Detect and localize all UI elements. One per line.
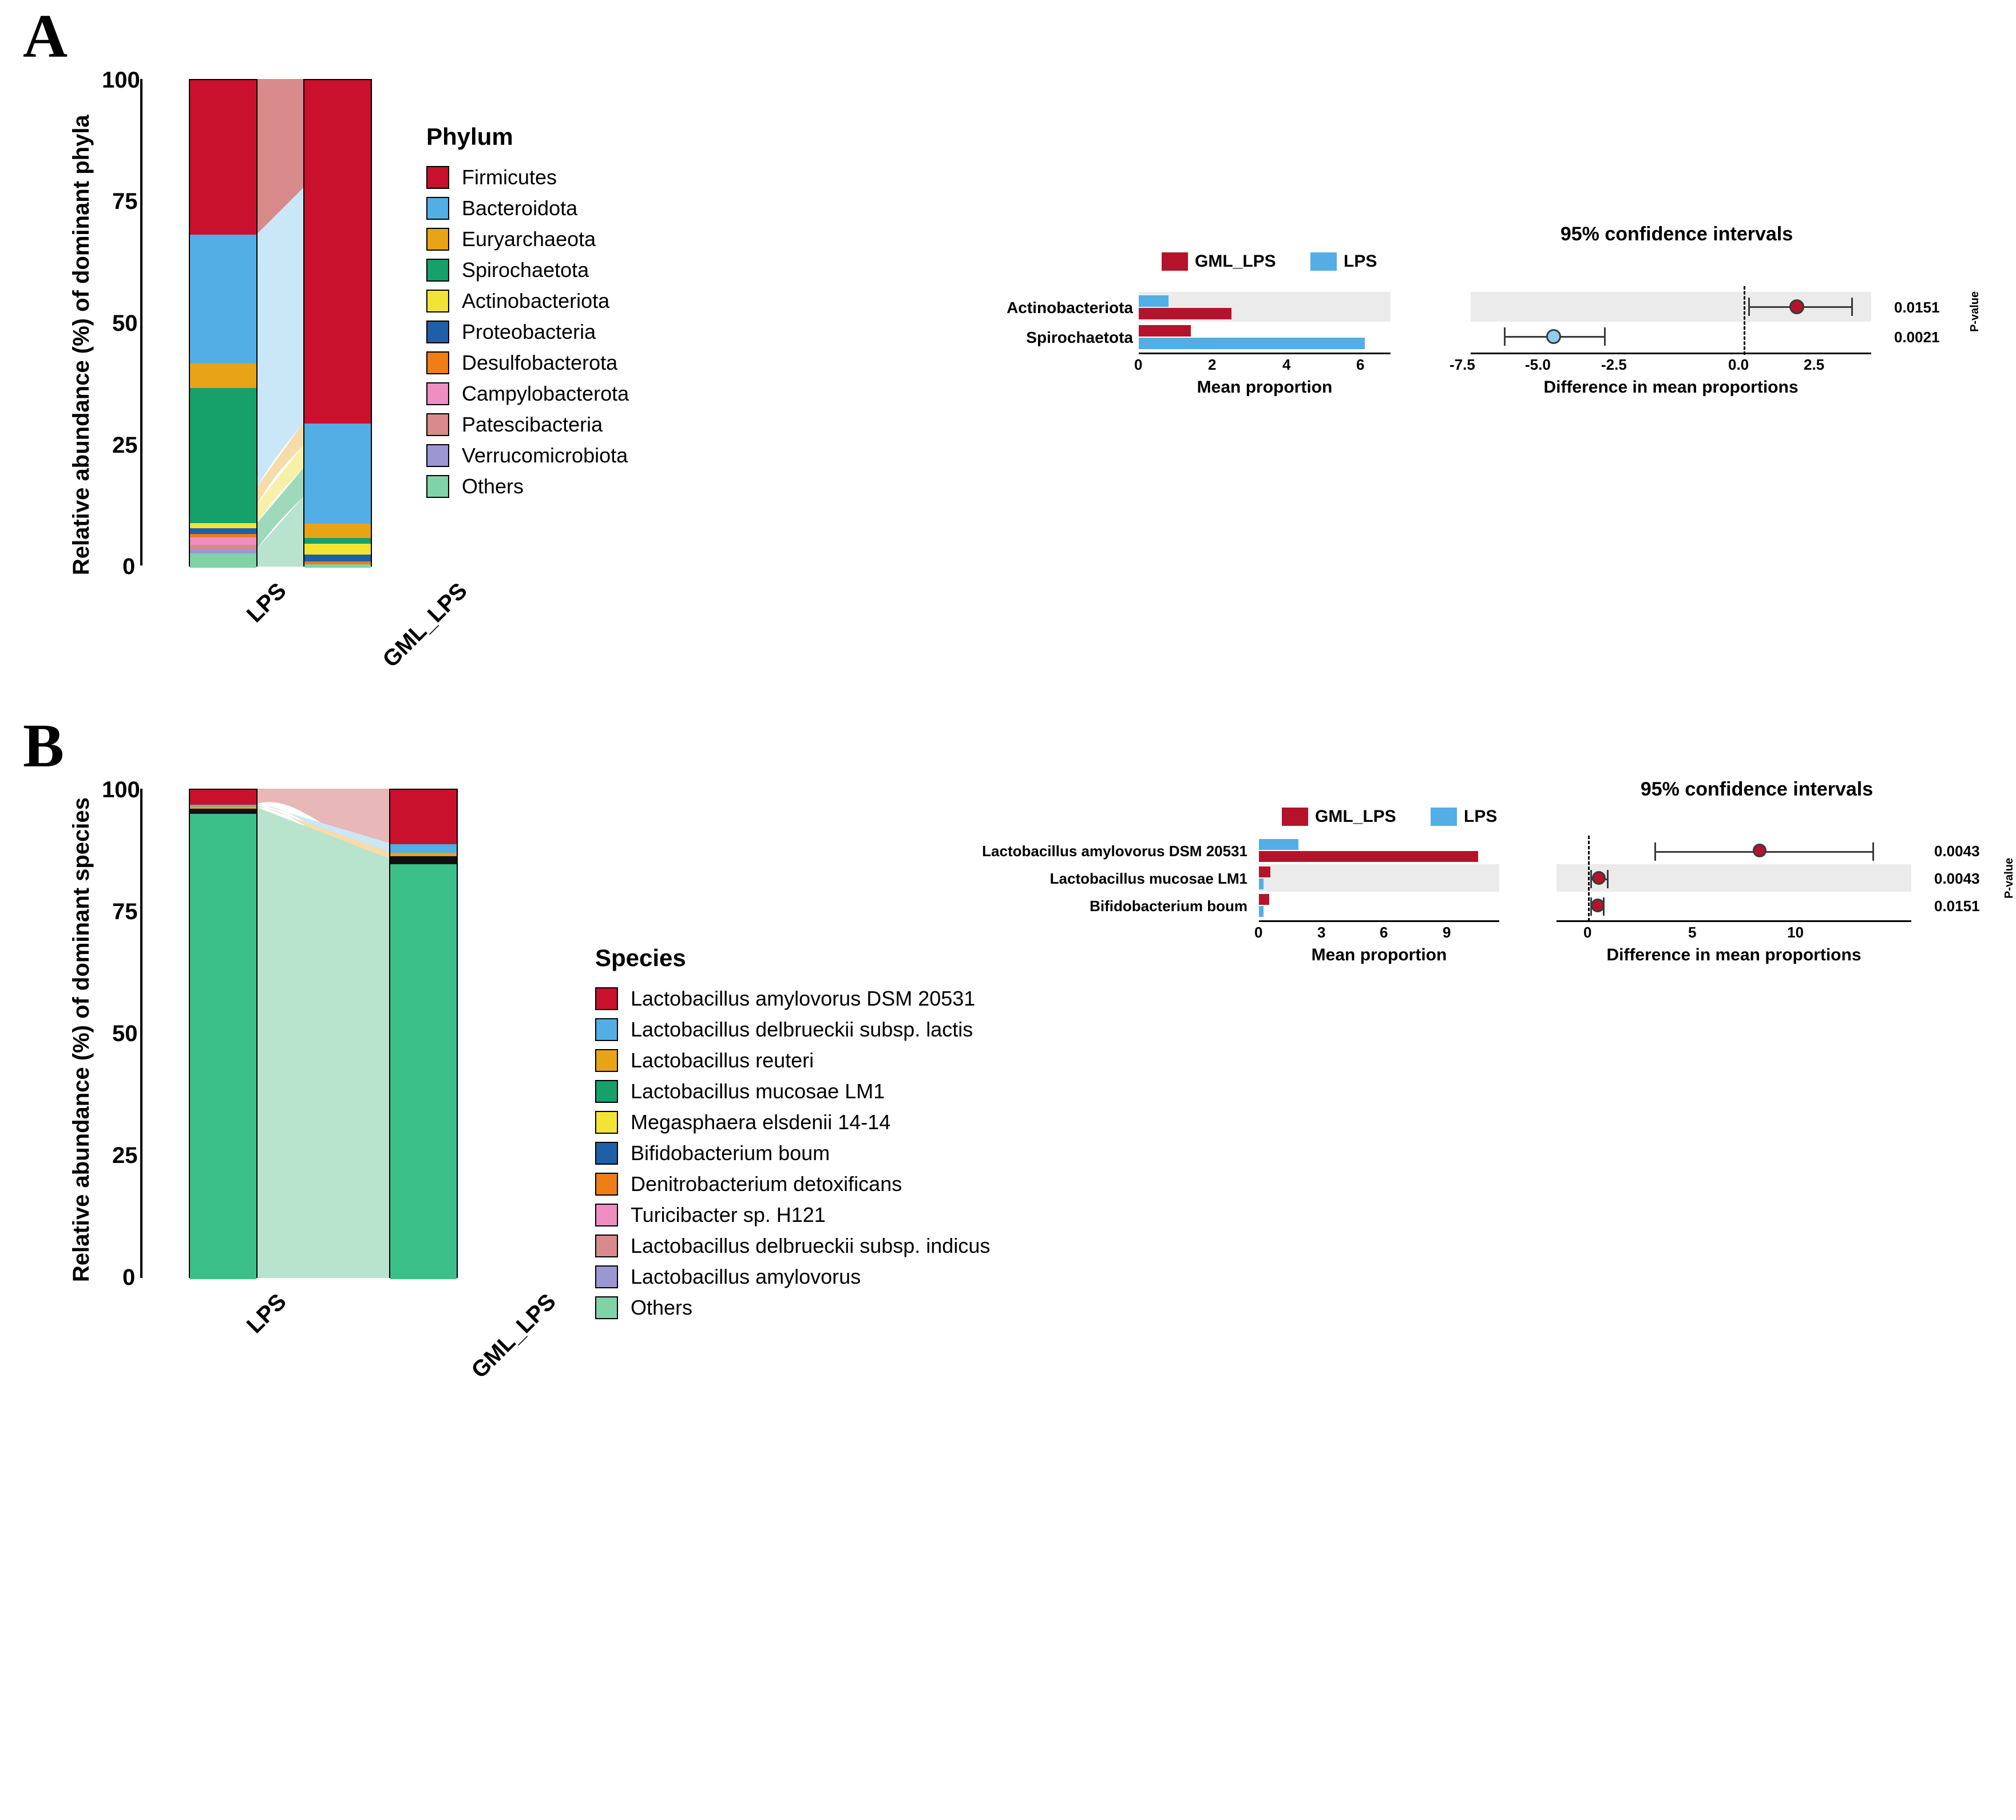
legend-item (595, 1141, 990, 1165)
seg-lacto-amylovorus-dsm (190, 790, 256, 805)
seg-mixed-black-band (190, 809, 256, 814)
pvalue-actinobacteriota: 0.0151 (1894, 299, 1940, 316)
legend-swatch-patescibacteria (426, 413, 449, 436)
legend-label: Proteobacteria (462, 320, 596, 343)
panel-b-ci-axis (1556, 920, 1911, 922)
panel-b-group-key-lps (1431, 807, 1497, 826)
panel-a-legend-title: Phylum (426, 123, 513, 150)
legend-swatch-megasphaera-elsdenii (595, 1111, 618, 1134)
panel-a-legend (426, 123, 629, 505)
legend-item (426, 258, 629, 282)
panel-b-ytick-100: 100 (102, 777, 140, 802)
panel-b-legend (595, 944, 990, 1327)
panel-b-ci-zero-line (1588, 836, 1590, 921)
legend-swatch-spirochaetota (426, 259, 449, 282)
seg-spirochaetota (304, 538, 371, 544)
ci-dot-bifido (1591, 899, 1605, 912)
ci-dot-amylovorus (1753, 844, 1767, 857)
legend-swatch-bacteroidota (426, 197, 449, 220)
panel-b-xtick-lps: LPS (241, 1289, 291, 1339)
legend-swatch-euryarchaeota (426, 228, 449, 251)
panel-a-ytick-25: 25 (112, 433, 138, 458)
legend-label: Lactobacillus mucosae LM1 (631, 1079, 885, 1103)
group-label: LPS (1464, 807, 1498, 826)
ci-dot-actinobacteriota (1789, 299, 1804, 314)
panel-b-ci-xlabel: Difference in mean proportions (1606, 945, 1861, 964)
panel-a-ytick-75: 75 (112, 189, 138, 214)
legend-label: Others (631, 1296, 693, 1319)
pvalue-mucosae: 0.0043 (1934, 870, 1980, 887)
seg-bacteroidota (304, 424, 371, 524)
mp-bar-spiro-lps (1139, 338, 1365, 349)
panel-b-flow-ribbons (258, 789, 389, 1278)
panel-b (0, 704, 2015, 1404)
legend-swatch-campylobacterota (426, 382, 449, 405)
legend-item (595, 987, 990, 1011)
legend-swatch-firmicutes (426, 166, 449, 189)
group-swatch-gml-lps (1282, 808, 1308, 826)
legend-swatch-others (595, 1296, 618, 1319)
panel-b-mp-xtick-9: 9 (1443, 924, 1451, 941)
legend-item (426, 196, 629, 220)
legend-label: Campylobacterota (462, 382, 629, 405)
panel-a-mp-xtick-6: 6 (1356, 356, 1365, 373)
panel-a-ci-xtick-0.0: 0.0 (1728, 356, 1749, 373)
panel-a-bar-gml-lps (303, 79, 372, 567)
panel-b-cat-lacto-mucosae: Lactobacillus mucosae LM1 (1049, 870, 1247, 887)
legend-swatch-turicibacter-h121 (595, 1204, 618, 1226)
panel-b-ytick-50: 50 (112, 1021, 138, 1046)
legend-item (426, 382, 629, 406)
legend-label: Lactobacillus amylovorus DSM 20531 (631, 987, 976, 1010)
panel-b-ytick-0: 0 (122, 1265, 136, 1290)
panel-b-group-key-gml (1282, 807, 1396, 826)
ci-dot-mucosae (1592, 871, 1606, 885)
panel-b-ylabel: Relative abundance (%) of dominant species (69, 797, 94, 1282)
legend-item (426, 165, 629, 189)
panel-a-xtick-gml-lps: GML_LPS (378, 578, 473, 672)
ci-cap-right-spirochaetota (1604, 327, 1606, 346)
panel-a-ci-xtick--7.5: -7.5 (1449, 356, 1475, 373)
panel-b-stamp-plot (982, 778, 2015, 1820)
group-label: GML_LPS (1195, 252, 1276, 271)
legend-item (426, 474, 629, 498)
seg-euryarchaeota (190, 363, 256, 388)
panel-b-cat-lacto-amylovorus: Lactobacillus amylovorus DSM 20531 (982, 842, 1247, 860)
legend-label: Spirochaetota (462, 258, 589, 282)
panel-a (0, 0, 1981, 704)
mp-bar-bifido-gml (1259, 894, 1269, 905)
seg-mixed-black-band (390, 856, 457, 864)
panel-a-mp-xtick-0: 0 (1134, 356, 1143, 373)
panel-b-xtick-gml-lps: GML_LPS (466, 1289, 561, 1383)
mp-bar-amylovorus-lps (1259, 839, 1298, 850)
row-band-lacto-mucosae-ci (1556, 864, 1911, 892)
legend-label: Lactobacillus delbrueckii subsp. indicus (631, 1234, 991, 1257)
ci-dot-spirochaetota (1546, 329, 1561, 344)
legend-label: Denitrobacterium detoxificans (631, 1172, 902, 1196)
group-swatch-gml-lps (1162, 252, 1188, 271)
legend-item (595, 1265, 990, 1289)
legend-item (595, 1018, 990, 1042)
panel-a-yaxis (140, 79, 142, 565)
ci-cap-left-spirochaetota (1504, 327, 1506, 346)
panel-b-legend-title: Species (595, 944, 686, 971)
seg-verrucomicrobiota (190, 549, 256, 553)
panel-b-mp-xtick-0: 0 (1254, 924, 1263, 941)
legend-label: Patescibacteria (462, 413, 603, 436)
legend-label: Desulfobacterota (462, 351, 618, 374)
panel-a-stamp-plot (1007, 223, 1981, 458)
panel-b-yaxis (140, 789, 142, 1278)
legend-label: Euryarchaeota (462, 227, 596, 251)
legend-swatch-others (426, 475, 449, 498)
mp-bar-spiro-gml (1139, 325, 1191, 337)
seg-lacto-delbrueckii-lactis (390, 844, 457, 853)
panel-b-mp-xtick-6: 6 (1380, 924, 1388, 941)
legend-label: Megasphaera elsdenii 14-14 (631, 1110, 891, 1134)
panel-a-ylabel: Relative abundance (%) of dominant phyla (69, 114, 94, 575)
panel-b-cat-bifidobacterium: Bifidobacterium boum (1090, 897, 1247, 915)
panel-a-group-key-gml (1162, 252, 1276, 271)
panel-a-ytick-0: 0 (122, 554, 136, 579)
mp-bar-amylovorus-gml (1259, 851, 1478, 862)
panel-a-mp-axis (1139, 353, 1391, 354)
legend-label: Bacteroidota (462, 196, 578, 220)
legend-item (595, 1296, 990, 1320)
pvalue-header: P-value (2003, 857, 2015, 899)
panel-a-flow-ribbons (258, 79, 303, 567)
seg-euryarchaeota (304, 524, 371, 538)
panel-b-ytick-75: 75 (112, 899, 138, 924)
panel-a-mp-xlabel: Mean proportion (1197, 378, 1333, 397)
panel-a-mp-xtick-4: 4 (1282, 356, 1291, 373)
legend-swatch-lacto-amylovorus-dsm (595, 987, 618, 1010)
seg-actinobacteriota (190, 523, 256, 528)
seg-actinobacteriota (304, 544, 371, 555)
panel-a-xtick-lps: LPS (241, 578, 291, 628)
legend-item (595, 1203, 990, 1227)
legend-swatch-lacto-reuteri (595, 1049, 618, 1072)
panel-b-mp-xtick-3: 3 (1317, 924, 1326, 941)
ci-cap-left-amylovorus (1654, 842, 1656, 861)
panel-b-ci-xtick-0: 0 (1583, 924, 1592, 941)
group-label: LPS (1344, 252, 1377, 271)
mp-bar-actino-gml (1139, 308, 1231, 319)
legend-item (426, 444, 629, 468)
legend-item (426, 351, 629, 375)
panel-b-ytick-25: 25 (112, 1143, 138, 1168)
seg-lacto-mucosae-lm1 (190, 814, 256, 1279)
legend-item (595, 1049, 990, 1073)
panel-a-letter: A (23, 2, 68, 70)
legend-swatch-lacto-delbrueckii-indicus (595, 1235, 618, 1257)
panel-b-mp-axis (1259, 920, 1499, 922)
panel-b-ci-xtick-10: 10 (1787, 924, 1804, 941)
legend-swatch-bifidobacterium-boum (595, 1142, 618, 1165)
legend-label: Lactobacillus reuteri (631, 1049, 814, 1072)
mp-bar-actino-lps (1139, 295, 1169, 307)
ci-cap-left-actinobacteriota (1748, 298, 1750, 316)
legend-label: Lactobacillus delbrueckii subsp. lactis (631, 1018, 973, 1041)
seg-firmicutes (190, 80, 256, 235)
ci-cap-right-actinobacteriota (1851, 298, 1853, 316)
seg-campylobacterota (190, 537, 256, 545)
legend-label: Turicibacter sp. H121 (631, 1203, 826, 1226)
legend-item (595, 1172, 990, 1196)
legend-swatch-desulfobacterota (426, 351, 449, 374)
legend-item (426, 320, 629, 344)
panel-a-ytick-50: 50 (112, 311, 138, 336)
mp-bar-bifido-lps (1259, 906, 1264, 917)
seg-firmicutes (304, 80, 371, 424)
mp-bar-mucosae-lps (1259, 879, 1264, 889)
legend-swatch-lacto-amylovorus (595, 1265, 618, 1288)
legend-item (426, 413, 629, 437)
seg-proteobacteria (304, 555, 371, 561)
legend-item (595, 1079, 990, 1103)
pvalue-header: P-value (1969, 291, 1981, 332)
panel-b-mp-xlabel: Mean proportion (1311, 945, 1447, 964)
seg-bacteroidota (190, 235, 256, 363)
seg-lacto-mucosae-lm1 (390, 864, 457, 1279)
legend-item (426, 227, 629, 251)
ci-cap-right-amylovorus (1872, 842, 1874, 861)
panel-b-ci-xtick-5: 5 (1688, 924, 1697, 941)
group-label: GML_LPS (1315, 807, 1396, 826)
panel-a-bar-lps (189, 79, 258, 567)
panel-b-bar-lps (189, 789, 258, 1278)
seg-lacto-amylovorus-dsm (390, 790, 457, 844)
panel-a-cat-actinobacteriota: Actinobacteriota (1007, 299, 1133, 316)
legend-label: Bifidobacterium boum (631, 1141, 830, 1165)
panel-b-bar-gml-lps (389, 789, 458, 1278)
panel-b-letter: B (23, 712, 65, 780)
legend-swatch-lacto-delbrueckii-lactis (595, 1018, 618, 1041)
legend-swatch-verrucomicrobiota (426, 444, 449, 467)
panel-a-ci-xtick--5.0: -5.0 (1525, 356, 1551, 373)
panel-a-ci-zero-line (1744, 286, 1745, 355)
legend-swatch-actinobacteriota (426, 290, 449, 312)
legend-label: Firmicutes (462, 165, 557, 189)
seg-others (304, 564, 371, 568)
group-swatch-lps (1310, 252, 1337, 271)
legend-item (595, 1234, 990, 1258)
mp-bar-mucosae-gml (1259, 867, 1270, 877)
pvalue-amylovorus: 0.0043 (1934, 842, 1980, 860)
legend-item (595, 1110, 990, 1134)
seg-others (190, 553, 256, 568)
row-band-lacto-mucosae (1259, 864, 1499, 892)
panel-a-mp-xtick-2: 2 (1208, 356, 1217, 373)
legend-label: Others (462, 474, 524, 498)
panel-a-ci-axis (1471, 353, 1871, 354)
legend-swatch-lacto-mucosae-lm1 (595, 1080, 618, 1103)
legend-label: Verrucomicrobiota (462, 444, 628, 467)
panel-b-ci-title: 95% confidence intervals (1640, 778, 1874, 800)
panel-a-cat-spirochaetota: Spirochaetota (1026, 329, 1133, 346)
legend-label: Actinobacteriota (462, 289, 610, 312)
panel-a-ci-title: 95% confidence intervals (1560, 223, 1793, 245)
ci-cap-right-mucosae (1607, 870, 1609, 888)
seg-spirochaetota (190, 388, 256, 523)
pvalue-spirochaetota: 0.0021 (1894, 329, 1940, 346)
panel-a-ytick-100: 100 (102, 68, 140, 93)
panel-a-ci-xlabel: Difference in mean proportions (1543, 378, 1799, 397)
panel-a-ci-xtick-2.5: 2.5 (1804, 356, 1825, 373)
legend-swatch-proteobacteria (426, 321, 449, 343)
panel-a-ci-xtick--2.5: -2.5 (1601, 356, 1627, 373)
seg-patescibacteria (190, 545, 256, 549)
panel-a-group-key-lps (1310, 252, 1377, 271)
legend-item (426, 289, 629, 313)
pvalue-bifido: 0.0151 (1934, 897, 1980, 915)
group-swatch-lps (1431, 808, 1457, 826)
legend-swatch-denitrobacterium-detoxificans (595, 1173, 618, 1196)
legend-label: Lactobacillus amylovorus (631, 1265, 861, 1288)
seg-proteobacteria (190, 528, 256, 534)
